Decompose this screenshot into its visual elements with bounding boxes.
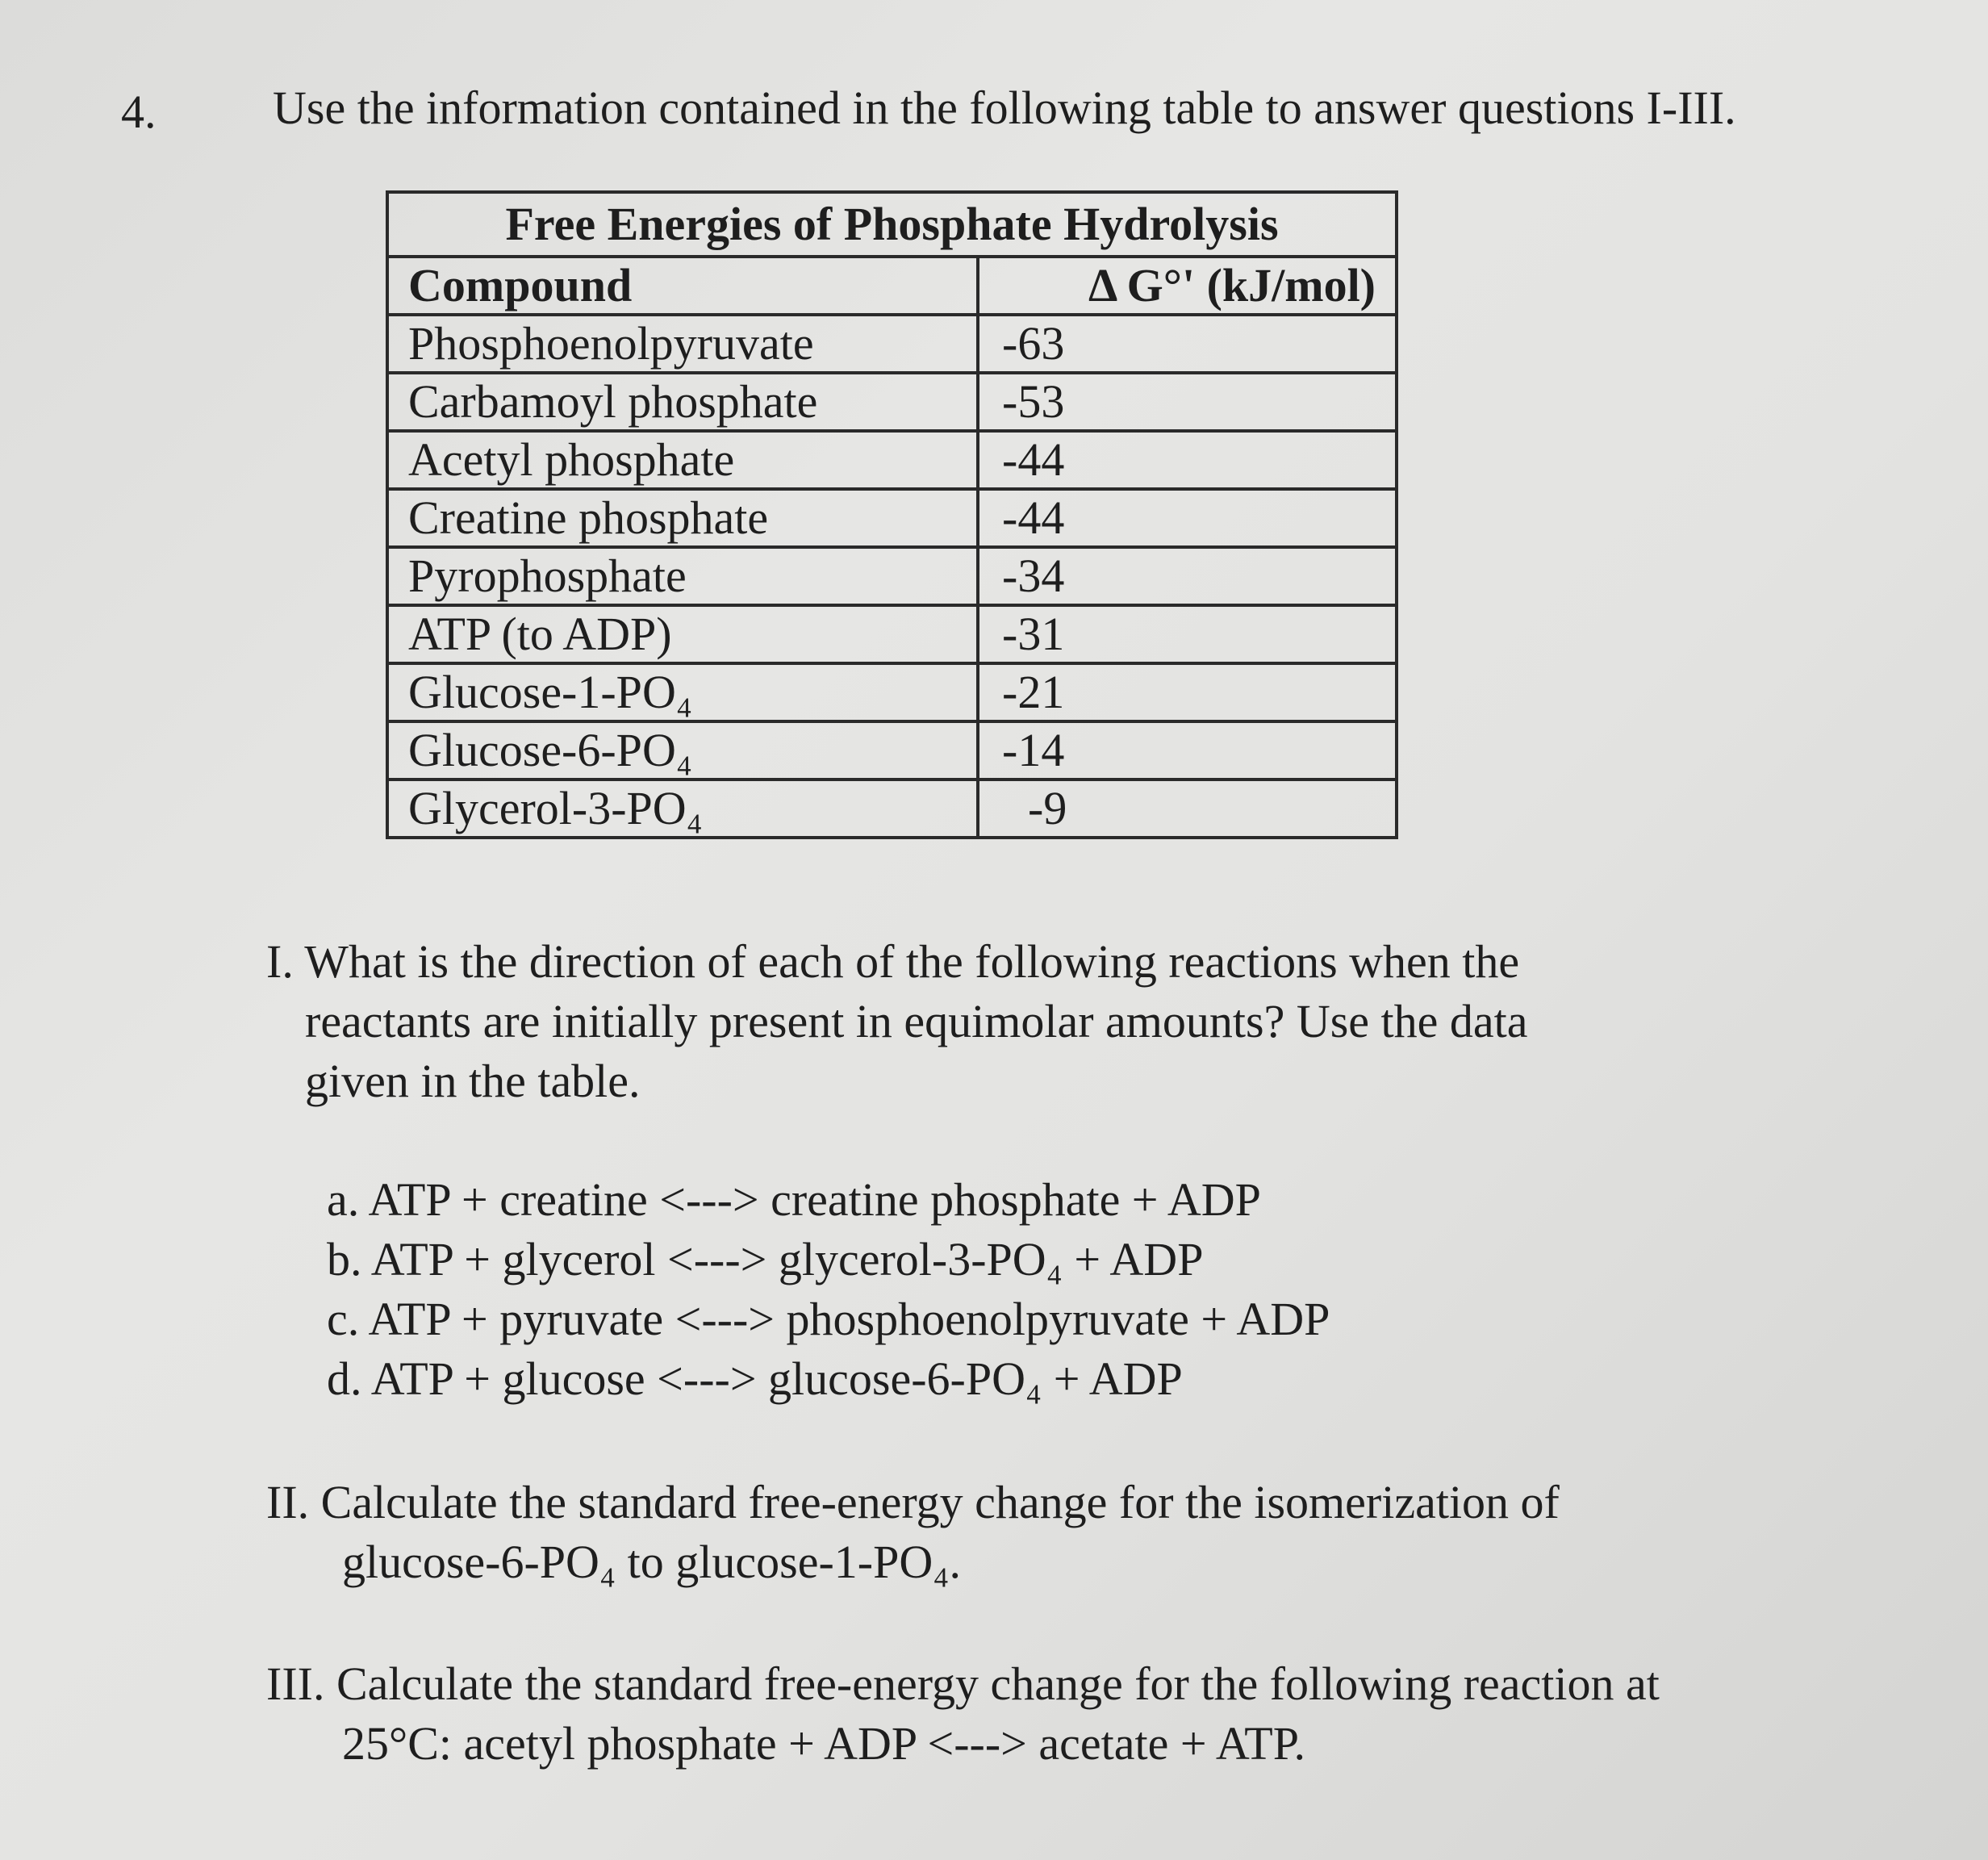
delta-g-cell: -21: [978, 663, 1397, 721]
compound-cell: Creatine phosphate: [387, 489, 978, 547]
table-row: [387, 663, 1397, 721]
delta-g-cell: -53: [978, 373, 1397, 431]
delta-g-cell: -14: [978, 721, 1397, 780]
part-two-question: [266, 1473, 1560, 1592]
table-row: [387, 431, 1397, 489]
compound-cell: Glucose-6-PO₄: [387, 721, 978, 780]
column-header-delta-g: Δ G°' (kJ/mol): [978, 257, 1397, 315]
table-row: [387, 605, 1397, 663]
table-row: [387, 721, 1397, 780]
compound-cell: Pyrophosphate: [387, 547, 978, 605]
delta-g-cell: -9: [978, 780, 1397, 838]
part-one-line: reactants are initially present in equimolar amounts? Use the data: [305, 995, 1528, 1047]
delta-g-cell: -44: [978, 489, 1397, 547]
question-number: 4.: [121, 86, 157, 138]
table-row: [387, 780, 1397, 838]
reaction-list: [327, 1170, 1330, 1409]
table-row: [387, 373, 1397, 431]
question-intro: Use the information contained in the following table to answer questions I-III.: [273, 82, 1736, 134]
reaction-item: a. ATP + creatine <---> creatine phosphate + ADP: [327, 1173, 1261, 1226]
delta-g-cell: -31: [978, 605, 1397, 663]
compound-cell: ATP (to ADP): [387, 605, 978, 663]
part-one-line: I. What is the direction of each of the following reactions when the: [266, 935, 1520, 988]
delta-g-cell: -34: [978, 547, 1397, 605]
compound-cell: Glycerol-3-PO₄: [387, 780, 978, 838]
table-row: [387, 489, 1397, 547]
delta-g-cell: -44: [978, 431, 1397, 489]
part-one-line: given in the table.: [305, 1055, 641, 1107]
free-energy-table: [386, 190, 1398, 839]
compound-cell: Glucose-1-PO₄: [387, 663, 978, 721]
part-three-line: III. Calculate the standard free-energy change for the following reaction at: [266, 1657, 1660, 1710]
part-two-line: II. Calculate the standard free-energy change for the isomerization of: [266, 1476, 1560, 1528]
table-row: [387, 547, 1397, 605]
reaction-item: c. ATP + pyruvate <---> phosphoenolpyruvate + ADP: [327, 1293, 1330, 1345]
compound-cell: Carbamoyl phosphate: [387, 373, 978, 431]
reaction-item: d. ATP + glucose <---> glucose-6-PO₄ + ADP: [327, 1352, 1183, 1405]
compound-cell: Acetyl phosphate: [387, 431, 978, 489]
table-title: Free Energies of Phosphate Hydrolysis: [387, 192, 1397, 257]
column-header-compound: Compound: [387, 257, 978, 315]
reaction-item: b. ATP + glycerol <---> glycerol-3-PO₄ + ADP: [327, 1233, 1204, 1285]
part-one-question: [266, 932, 1528, 1111]
delta-g-cell: -63: [978, 315, 1397, 373]
table-row: [387, 315, 1397, 373]
part-two-line: glucose-6-PO₄ to glucose-1-PO₄.: [342, 1536, 961, 1588]
part-three-line: 25°C: acetyl phosphate + ADP <---> acetate + ATP.: [342, 1717, 1306, 1770]
part-three-question: [266, 1654, 1660, 1774]
compound-cell: Phosphoenolpyruvate: [387, 315, 978, 373]
